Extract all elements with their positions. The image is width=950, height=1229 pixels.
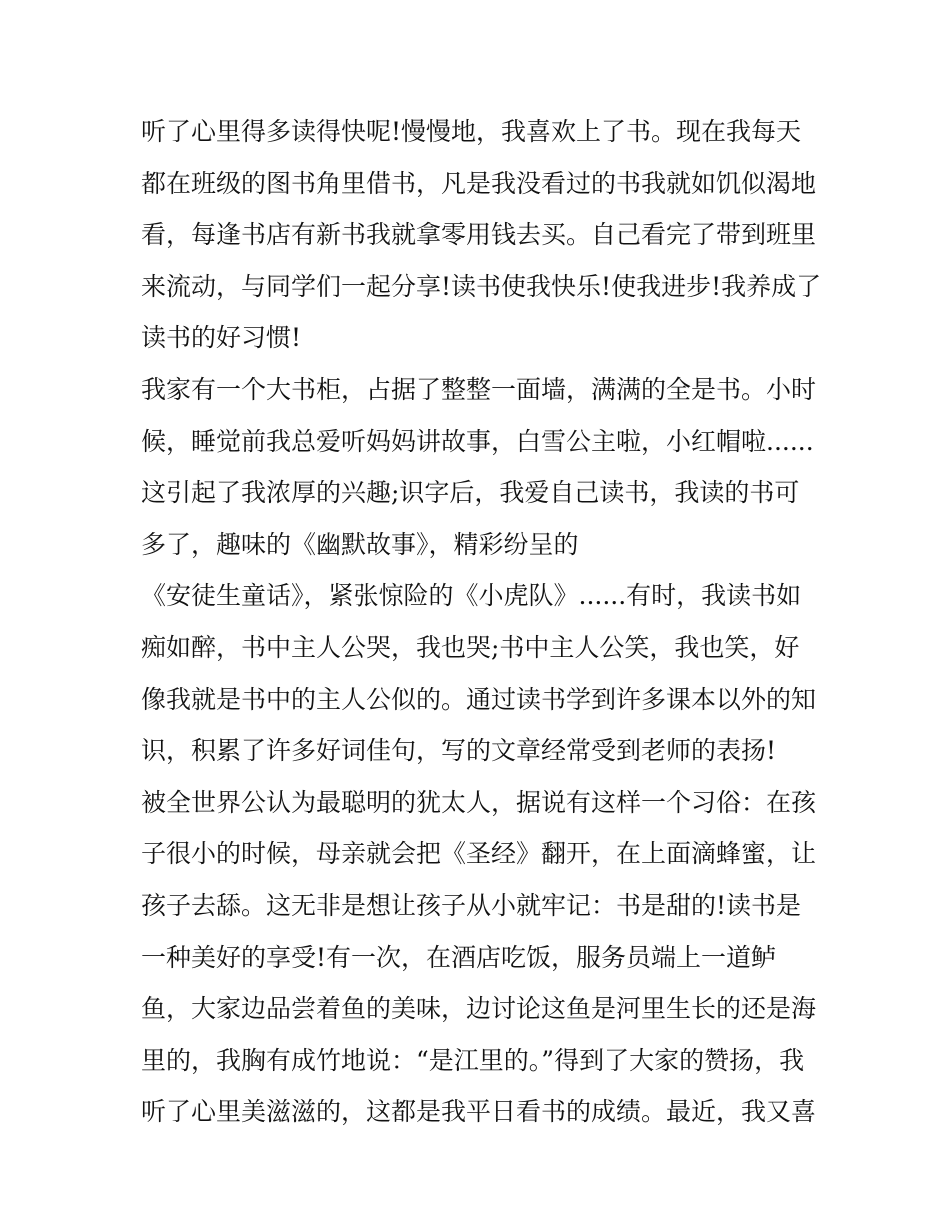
text-line: 我家有一个大书柜，占据了整整一面墙，满满的全是书。小时 xyxy=(141,374,817,404)
text-line: 听了心里美滋滋的，这都是我平日看书的成绩。最近，我又喜 xyxy=(141,1097,817,1127)
text-line: 听了心里得多读得快呢!慢慢地，我喜欢上了书。现在我每天 xyxy=(141,117,802,146)
text-line: 孩子去舔。这无非是想让孩子从小就牢记：书是甜的!读书是 xyxy=(141,890,802,920)
text-line: 这引起了我浓厚的兴趣;识字后，我爱自己读书，我读的书可 xyxy=(141,478,800,508)
text-line: 《安徒生童话》，紧张惊险的《小虎队》......有时，我读书如 xyxy=(141,581,802,611)
text-line: 里的，我胸有成竹地说：“是江里的。”得到了大家的赞扬，我 xyxy=(141,1045,805,1075)
text-line: 一种美好的享受!有一次，在酒店吃饭，服务员端上一道鲈 xyxy=(141,942,777,972)
body-text xyxy=(141,106,831,1138)
text-line: 痴如醉，书中主人公哭，我也哭;书中主人公笑，我也笑，好 xyxy=(141,632,800,662)
text-line: 候，睡觉前我总爱听妈妈讲故事，白雪公主啦，小红帽啦...... xyxy=(141,426,814,456)
text-line: 被全世界公认为最聪明的犹太人，据说有这样一个习俗：在孩 xyxy=(141,787,817,817)
text-line: 鱼，大家边品尝着鱼的美味，边讨论这鱼是河里生长的还是海 xyxy=(141,994,817,1024)
text-line: 看，每逢书店有新书我就拿零用钱去买。自己看完了带到班里 xyxy=(141,220,817,250)
text-line: 都在班级的图书角里借书，凡是我没看过的书我就如饥似渴地 xyxy=(141,168,817,198)
text-line: 子很小的时候，母亲就会把《圣经》翻开，在上面滴蜂蜜，让 xyxy=(141,839,817,869)
text-line: 来流动，与同学们一起分享!读书使我快乐!使我进步!我养成了 xyxy=(141,271,822,301)
text-line: 多了，趣味的《幽默故事》，精彩纷呈的 xyxy=(141,529,579,559)
text-line: 像我就是书中的主人公似的。通过读书学到许多课本以外的知 xyxy=(141,684,817,714)
text-line: 识，积累了许多好词佳句，写的文章经常受到老师的表扬! xyxy=(141,736,777,766)
text-line: 读书的好习惯! xyxy=(141,323,302,353)
